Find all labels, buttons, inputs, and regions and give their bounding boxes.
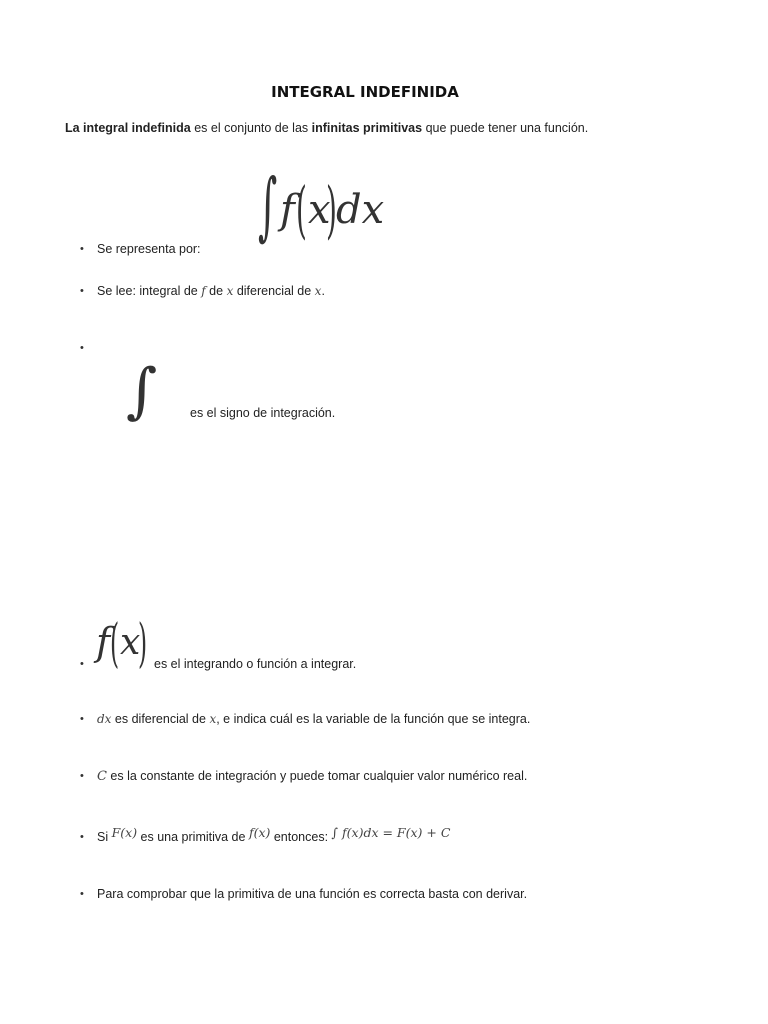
primitive-formula: ∫ f(x)dx = F(x) + C xyxy=(331,825,451,840)
bullet-dot: • xyxy=(80,342,84,354)
intro-bold-term: La integral indefinida xyxy=(65,121,191,135)
differential-x: x xyxy=(209,712,217,726)
constant-text: es la constante de integración y puede tomar cualquier valor numérico real. xyxy=(106,769,528,783)
primitive-Fx: F(x) xyxy=(111,825,138,840)
constant-c: C xyxy=(97,769,107,784)
bullet-dot: • xyxy=(80,713,84,725)
reads-x2: x xyxy=(314,284,322,298)
paren-left-icon: ( xyxy=(296,173,307,246)
reads-label: Se lee: integral de xyxy=(97,284,202,298)
sign-text: es el signo de integración. xyxy=(190,406,336,420)
formula-f: f xyxy=(280,187,295,233)
primitive-si: Si xyxy=(97,830,112,844)
primitive-mid: es una primitiva de xyxy=(137,830,249,844)
reads-de: de xyxy=(205,284,227,298)
bullet-dot: • xyxy=(80,831,84,843)
bullet-dot: • xyxy=(80,770,84,782)
intro-text-2: que puede tener una función. xyxy=(422,121,589,135)
differential-dx: dx xyxy=(97,712,112,726)
bullet-dot: • xyxy=(80,243,84,255)
differential-text-2: , e indica cuál es la variable de la función que se integra. xyxy=(216,712,531,726)
formula-dx: dx xyxy=(336,187,385,233)
paren-right-icon: ) xyxy=(326,173,337,246)
formula-x: x xyxy=(308,187,331,233)
intro-bold-primitives: infinitas primitivas xyxy=(311,121,423,135)
bullet-dot: • xyxy=(80,285,84,297)
intro-paragraph xyxy=(65,121,588,135)
reads-f: f xyxy=(201,284,206,298)
primitive-then: entonces: xyxy=(270,830,332,844)
intro-text-1: es el conjunto de las xyxy=(190,121,312,135)
reads-end: . xyxy=(321,284,325,298)
integral-sign-icon: ∫ xyxy=(258,163,278,249)
paren-left-icon: ( xyxy=(110,614,120,674)
paren-right-icon: ) xyxy=(138,614,148,674)
integrand-text: es el integrando o función a integrar. xyxy=(154,657,357,671)
integral-formula-image xyxy=(252,163,385,260)
primitive-fx: f(x) xyxy=(248,825,271,840)
differential-text-1: es diferencial de xyxy=(111,712,210,726)
fx-formula-image xyxy=(96,614,154,674)
check-text: Para comprobar que la primitiva de una función es correcta basta con derivar. xyxy=(97,887,528,901)
reads-diff: diferencial de xyxy=(233,284,315,298)
represent-label: Se representa por: xyxy=(97,242,201,256)
bullet-dot: • xyxy=(80,888,84,900)
reads-x1: x xyxy=(226,284,234,298)
page-title: INTEGRAL INDEFINIDA xyxy=(271,83,459,101)
bullet-dot: • xyxy=(80,658,84,670)
integrand-f: f xyxy=(96,620,111,664)
integrand-x: x xyxy=(120,622,141,663)
integral-sign-large-icon: ∫ xyxy=(126,356,158,426)
